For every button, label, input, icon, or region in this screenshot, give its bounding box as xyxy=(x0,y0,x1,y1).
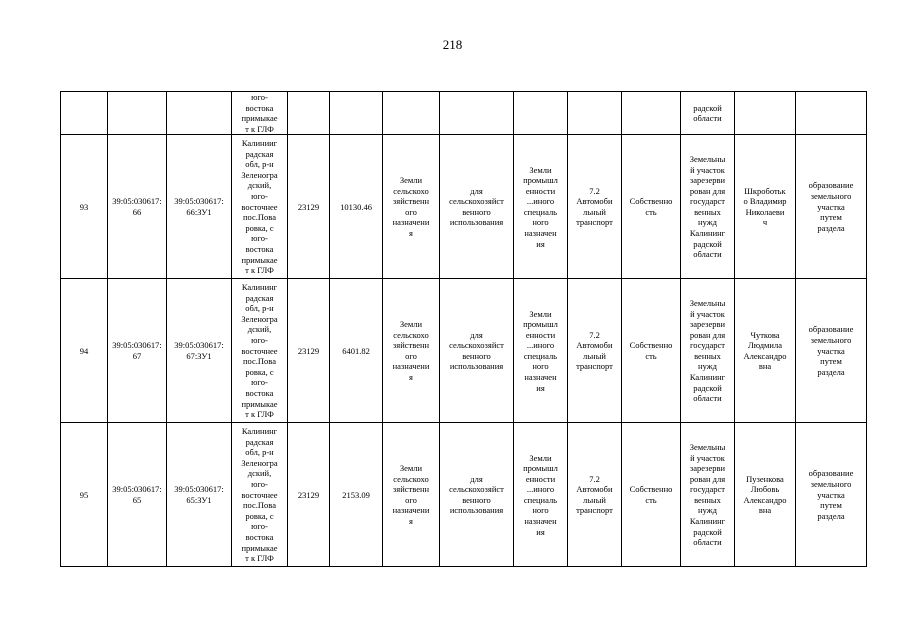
cell-area: 2153.09 xyxy=(330,423,383,567)
cell-code: 23129 xyxy=(288,135,330,279)
cell-cad-number: 39:05:030617: 65 xyxy=(108,423,167,567)
table-row xyxy=(61,423,867,567)
cell-encumbrance: Земельны й участок зарезерви рован для государст венных нужд Калининг радской области xyxy=(681,423,735,567)
cell-code xyxy=(288,92,330,135)
cell-new-number: 39:05:030617: 65:ЗУ1 xyxy=(167,423,232,567)
cell-category: Земли сельскохо зяйственн ого назначени я xyxy=(383,423,440,567)
table-row-continued xyxy=(61,92,867,135)
cell-owner: Чуткова Людмила Александро вна xyxy=(735,279,796,423)
cell-owner: Пузенкова Любовь Александро вна xyxy=(735,423,796,567)
cell-code: 23129 xyxy=(288,423,330,567)
page-number: 218 xyxy=(442,37,463,52)
cell-owner: Шкроботьк о Владимир Николаеви ч xyxy=(735,135,796,279)
cell-note: образование земельного участка путем раздела xyxy=(796,279,867,423)
cell-planned-category: Земли промышл енности ...иного специаль ного назначен ия xyxy=(514,279,568,423)
table-row xyxy=(61,135,867,279)
cell-num xyxy=(61,92,108,135)
cell-owner xyxy=(735,92,796,135)
cell-planned-use: 7.2 Автомоби льный транспорт xyxy=(568,135,622,279)
cell-encumbrance: радской области xyxy=(681,92,735,135)
cell-code: 23129 xyxy=(288,279,330,423)
cell-address: Калининг радская обл, р-н Зеленогра дский, юго- восточнее пос.Пова ровка, с юго- востока примыкае т к ГЛФ xyxy=(232,423,288,567)
cell-planned-category: Земли промышл енности ...иного специаль ного назначен ия xyxy=(514,423,568,567)
cell-right: Собственно сть xyxy=(622,279,681,423)
cell-use: для сельскохозяйст венного использования xyxy=(440,423,514,567)
cell-address: юго- востока примыкае т к ГЛФ xyxy=(232,92,288,135)
cell-encumbrance: Земельны й участок зарезерви рован для государст венных нужд Калининг радской области xyxy=(681,135,735,279)
cell-cad-number: 39:05:030617: 67 xyxy=(108,279,167,423)
cell-new-number xyxy=(167,92,232,135)
cell-use: для сельскохозяйст венного использования xyxy=(440,135,514,279)
cell-note xyxy=(796,92,867,135)
cell-area xyxy=(330,92,383,135)
cell-cad-number: 39:05:030617: 66 xyxy=(108,135,167,279)
cell-category: Земли сельскохо зяйственн ого назначени я xyxy=(383,135,440,279)
cell-right: Собственно сть xyxy=(622,135,681,279)
cell-num: 95 xyxy=(61,423,108,567)
cell-right: Собственно сть xyxy=(622,423,681,567)
cell-category: Земли сельскохо зяйственн ого назначени я xyxy=(383,279,440,423)
cell-category xyxy=(383,92,440,135)
cell-address: Калининг радская обл, р-н Зеленогра дский, юго- восточнее пос.Пова ровка, с юго- востока примыкае т к ГЛФ xyxy=(232,279,288,423)
cell-note: образование земельного участка путем раздела xyxy=(796,135,867,279)
cell-cad-number xyxy=(108,92,167,135)
cell-right xyxy=(622,92,681,135)
cell-num: 94 xyxy=(61,279,108,423)
cell-area: 6401.82 xyxy=(330,279,383,423)
land-plot-table xyxy=(60,91,867,567)
table-row xyxy=(61,279,867,423)
cell-num: 93 xyxy=(61,135,108,279)
cell-new-number: 39:05:030617: 66:ЗУ1 xyxy=(167,135,232,279)
cell-note: образование земельного участка путем раздела xyxy=(796,423,867,567)
cell-use: для сельскохозяйст венного использования xyxy=(440,279,514,423)
cell-encumbrance: Земельны й участок зарезерви рован для государст венных нужд Калининг радской области xyxy=(681,279,735,423)
cell-planned-use: 7.2 Автомоби льный транспорт xyxy=(568,279,622,423)
cell-new-number: 39:05:030617: 67:ЗУ1 xyxy=(167,279,232,423)
cell-planned-category: Земли промышл енности ...иного специаль ного назначен ия xyxy=(514,135,568,279)
cell-planned-use xyxy=(568,92,622,135)
cell-address: Калинииг радская обл, р-н Зеленогра дский, юго- восточнее пос.Пова ровка, с юго- востока примыкае т к ГЛФ xyxy=(232,135,288,279)
cell-use xyxy=(440,92,514,135)
cell-area: 10130.46 xyxy=(330,135,383,279)
cell-planned-category xyxy=(514,92,568,135)
cell-planned-use: 7.2 Автомоби льный транспорт xyxy=(568,423,622,567)
